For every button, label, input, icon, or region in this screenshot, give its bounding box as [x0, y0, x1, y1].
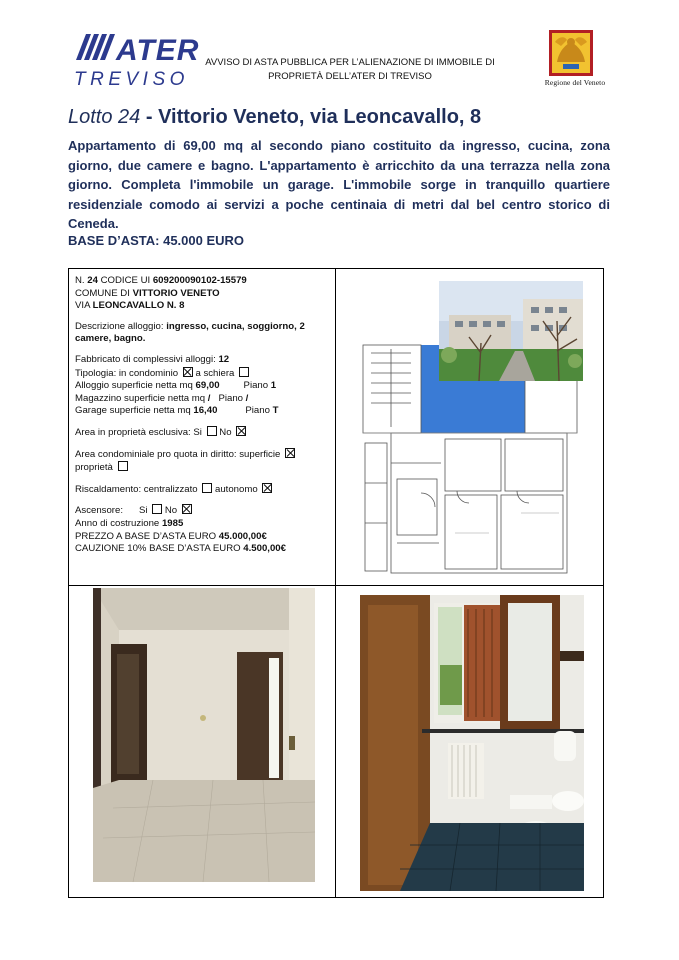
checkbox-ascensore-si: [152, 504, 162, 514]
title-separator: -: [140, 106, 159, 128]
checkbox-condominio-checked: [183, 367, 193, 377]
living-room-photo: [93, 588, 315, 882]
base-price: BASE D’ASTA: 45.000 EURO: [68, 233, 245, 248]
checkbox-superficie-checked: [285, 448, 295, 458]
notice-line-1: AVVISO DI ASTA PUBBLICA PER L’ALIENAZIONE DI IMMOBILE DI: [205, 57, 495, 68]
ater-treviso-logo: [72, 30, 200, 90]
checkbox-area-si: [207, 426, 217, 436]
lot-title: [68, 106, 613, 129]
checkbox-autonomo-checked: [262, 483, 272, 493]
table-divider-vertical: [335, 269, 336, 897]
sheet-ascensore-line: Ascensore: Si No: [75, 504, 331, 518]
regione-veneto-logo: [540, 30, 610, 90]
lot-number: Lotto 24: [68, 106, 141, 128]
svg-text:ATER: ATER: [116, 34, 200, 67]
checkbox-schiera: [239, 367, 249, 377]
sheet-description-line: Descrizione alloggio: ingresso, cucina, soggiorno, 2 camere, bagno.: [75, 320, 305, 345]
sheet-anno-line: Anno di costruzione 1985: [75, 517, 184, 529]
svg-text:TREVISO: TREVISO: [74, 69, 189, 90]
sheet-garage-line: Garage superficie netta mq 16,40 Piano T: [75, 405, 279, 417]
region-label: Regione del Veneto: [544, 78, 606, 87]
sheet-code-line: N. 24 CODICE UI 609200090102-15579: [75, 275, 247, 286]
sheet-prezzo-line: PREZZO A BASE D’ASTA EURO 45.000,00€: [75, 530, 267, 542]
property-sheet-info: [75, 275, 331, 556]
sheet-via-line: VIA LEONCAVALLO N. 8: [75, 300, 185, 312]
lion-of-saint-mark-icon: [549, 30, 593, 76]
checkbox-ascensore-no-checked: [182, 504, 192, 514]
sheet-fabbricato-line: Fabbricato di complessivi alloggi: 12: [75, 353, 230, 365]
exterior-photo: [439, 281, 583, 381]
property-sheet-table: [68, 268, 604, 898]
lot-address: Vittorio Veneto, via Leoncavallo, 8: [158, 106, 482, 128]
sheet-alloggio-line: Alloggio superficie netta mq 69,00 Piano 1: [75, 380, 277, 392]
notice-header: [190, 56, 510, 84]
bathroom-photo: [360, 595, 584, 891]
checkbox-proprieta: [118, 461, 128, 471]
property-description: Appartamento di 69,00 mq al secondo piano costituito da ingresso, cucina, zona giorno, due camere e bagno. L'appartamento è arricchito da una terrazza nella zona giorno. Completa l'immobile un garage. L'immobile sorge in tranquillo quartiere residenziale comodo ai servizi a poche centinaia di metri dal bel centro storico di Ceneda.: [68, 138, 610, 231]
table-divider-horizontal: [69, 585, 603, 586]
sheet-area-condominiale-line: Area condominiale pro quota in diritto: superficie proprietà: [75, 448, 331, 475]
checkbox-area-no-checked: [236, 426, 246, 436]
sheet-comune-line: COMUNE DI VITTORIO VENETO: [75, 287, 220, 299]
sheet-tipologia-line: Tipologia: in condominio a schiera: [75, 367, 331, 381]
sheet-cauzione-line: CAUZIONE 10% BASE D’ASTA EURO 4.500,00€: [75, 543, 286, 555]
sheet-riscaldamento-line: Riscaldamento: centralizzato autonomo: [75, 483, 331, 497]
checkbox-centralizzato: [202, 483, 212, 493]
sheet-magazzino-line: Magazzino superficie netta mq / Piano /: [75, 392, 249, 404]
sheet-area-esclusiva-line: Area in proprietà esclusiva: Si No: [75, 426, 331, 440]
notice-line-2: PROPRIETÀ DELL’ATER DI TREVISO: [268, 71, 432, 82]
